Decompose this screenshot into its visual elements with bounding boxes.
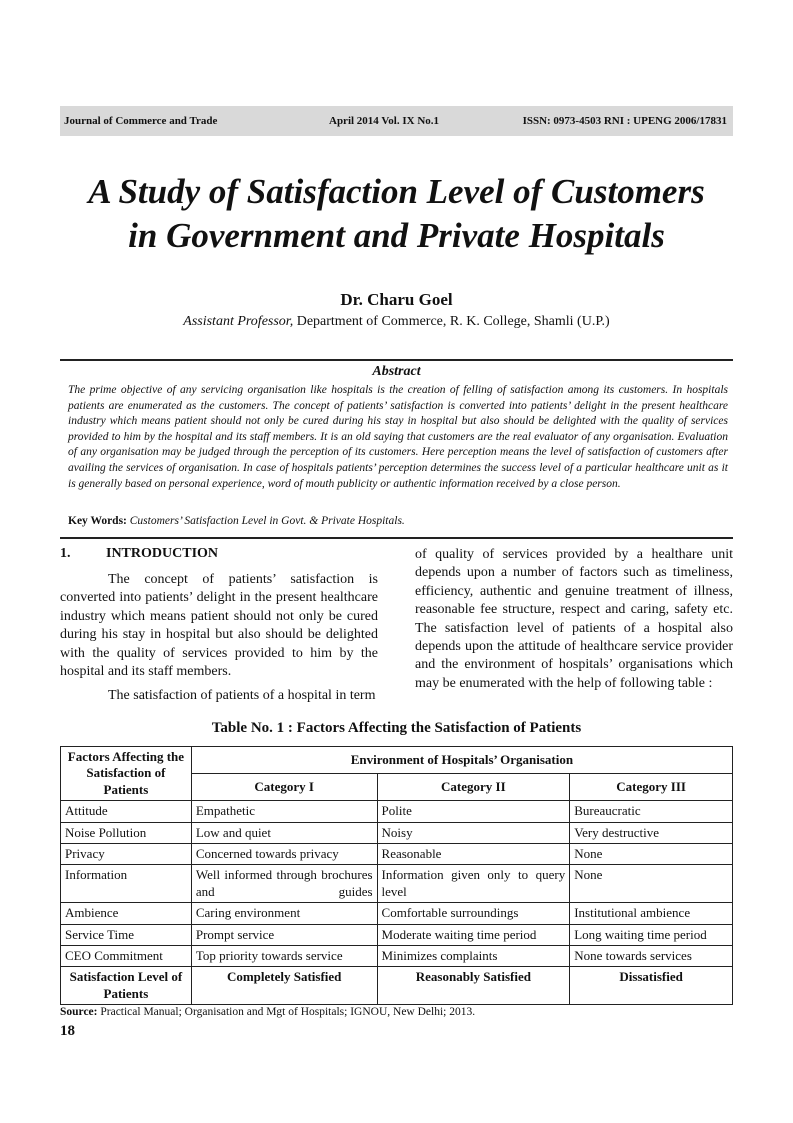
table-cell: Noise Pollution <box>61 822 192 843</box>
table-cell: Privacy <box>61 844 192 865</box>
table-row <box>61 801 733 822</box>
table-source <box>60 1006 475 1018</box>
table-cell: CEO Commitment <box>61 946 192 967</box>
table-cell: None towards services <box>570 946 733 967</box>
table-cell: Reasonable <box>377 844 570 865</box>
factor-column-header: Factors Affecting the Satisfaction of Patients <box>61 747 192 801</box>
page-number: 18 <box>60 1023 75 1039</box>
issue-info: April 2014 Vol. IX No.1 <box>329 115 440 127</box>
table-cell: Attitude <box>61 801 192 822</box>
table-cell: Information given only to query level <box>377 865 570 903</box>
abstract-bottom-rule <box>60 537 733 539</box>
journal-name: Journal of Commerce and Trade <box>64 115 218 127</box>
author-name: Dr. Charu Goel <box>340 290 453 309</box>
right-column <box>415 546 733 693</box>
table-cell: Bureaucratic <box>570 801 733 822</box>
title-line-2: in Government and Private Hospitals <box>128 216 665 255</box>
table-row <box>61 903 733 924</box>
source-label: Source: <box>60 1006 98 1018</box>
category-3-header: Category III <box>570 774 733 801</box>
table-header-row <box>61 747 733 774</box>
title-line-1: A Study of Satisfaction Level of Customers <box>88 172 705 211</box>
table-row <box>61 924 733 945</box>
abstract-heading: Abstract <box>372 364 421 379</box>
abstract-body: The prime objective of any servicing organisation like hospitals is the creation of felling of satisfaction among its customers. In hospitals patients are enumerated as the customers. The concept of patients’ satisfaction is converted into patients’ delight in the present healthcare industry which means patient should not only be cured during his stay in hospital but also should be delighted with the quality of services provided to him by the hospital and its staff members. It is an old saying that customers are the real evaluator of any organisation. Evaluation of any organisation may be judged through the perception of its customers. Here perception means the level of satisfaction of customers after availing the services of organisation. In case of hospitals patients’ perception determines the success level of a particular healthcare unit as it is generally based on personal experience, word of mouth publicity or authentic information received by a close person. <box>68 384 728 490</box>
table-cell: Top priority towards service <box>191 946 377 967</box>
intro-paragraph-continued: of quality of services provided by a healthare unit depends upon a number of factors such as timeliness, efficiency, authentic and genuine treatment of illness, reasonable fee structure, respect and caring, safety etc. The satisfaction level of patients of a hospital also depends upon the attitude of healthcare service provider and the environment of hospitals’ organisations which may be enumerated with the help of following table : <box>415 547 733 691</box>
table-cell: Service Time <box>61 924 192 945</box>
left-column <box>60 571 378 706</box>
table-row <box>61 822 733 843</box>
table-cell: Dissatisfied <box>570 967 733 1005</box>
table-cell: None <box>570 865 733 903</box>
section-number: 1. <box>60 546 71 561</box>
issn-info: ISSN: 0973-4503 RNI : UPENG 2006/17831 <box>522 115 727 127</box>
table-row <box>61 844 733 865</box>
table-cell: Long waiting time period <box>570 924 733 945</box>
table-cell: Caring environment <box>191 903 377 924</box>
table-cell: Reasonably Satisfied <box>377 967 570 1005</box>
author-affiliation <box>0 314 793 330</box>
table-cell: Well informed through brochures and guides <box>191 865 377 903</box>
table-cell: Polite <box>377 801 570 822</box>
abstract-top-rule <box>60 359 733 361</box>
affiliation-department: Department of Commerce, R. K. College, Shamli (U.P.) <box>293 314 610 329</box>
table-cell: None <box>570 844 733 865</box>
section-heading-introduction <box>60 546 218 562</box>
table-footer-row <box>61 967 733 1005</box>
table-cell: Comfortable surroundings <box>377 903 570 924</box>
table-cell: Minimizes complaints <box>377 946 570 967</box>
journal-header-bar <box>60 106 733 136</box>
factors-table <box>60 746 733 1005</box>
category-2-header: Category II <box>377 774 570 801</box>
table-cell: Satisfaction Level of Patients <box>61 967 192 1005</box>
table-row <box>61 865 733 903</box>
table-cell: Institutional ambience <box>570 903 733 924</box>
table-cell: Very destructive <box>570 822 733 843</box>
section-title: INTRODUCTION <box>106 546 219 561</box>
environment-header: Environment of Hospitals’ Organisation <box>191 747 732 774</box>
intro-paragraph-1: The concept of patients’ satisfaction is converted into patients’ delight in the present healthcare industry which means patient should not only be cured during his stay in hospital but also should be delighted with the quality of services provided to him by the hospital and its staff members. <box>60 572 378 680</box>
keywords-text: Customers’ Satisfaction Level in Govt. & Private Hospitals. <box>126 515 405 527</box>
table-cell: Ambience <box>61 903 192 924</box>
category-1-header: Category I <box>191 774 377 801</box>
table-cell: Low and quiet <box>191 822 377 843</box>
table-cell: Concerned towards privacy <box>191 844 377 865</box>
article-title <box>40 170 753 258</box>
table-cell: Moderate waiting time period <box>377 924 570 945</box>
table-cell: Completely Satisfied <box>191 967 377 1005</box>
table-caption: Table No. 1 : Factors Affecting the Satisfaction of Patients <box>211 720 582 736</box>
table-cell: Empathetic <box>191 801 377 822</box>
affiliation-role: Assistant Professor, <box>183 314 294 329</box>
source-text: Practical Manual; Organisation and Mgt of Hospitals; IGNOU, New Delhi; 2013. <box>97 1006 476 1018</box>
keywords-label: Key Words: <box>68 515 127 527</box>
table-cell: Prompt service <box>191 924 377 945</box>
table-cell: Information <box>61 865 192 903</box>
table-row <box>61 946 733 967</box>
intro-paragraph-2: The satisfaction of patients of a hospital in term <box>108 688 376 704</box>
table-cell: Noisy <box>377 822 570 843</box>
keywords <box>68 515 728 527</box>
